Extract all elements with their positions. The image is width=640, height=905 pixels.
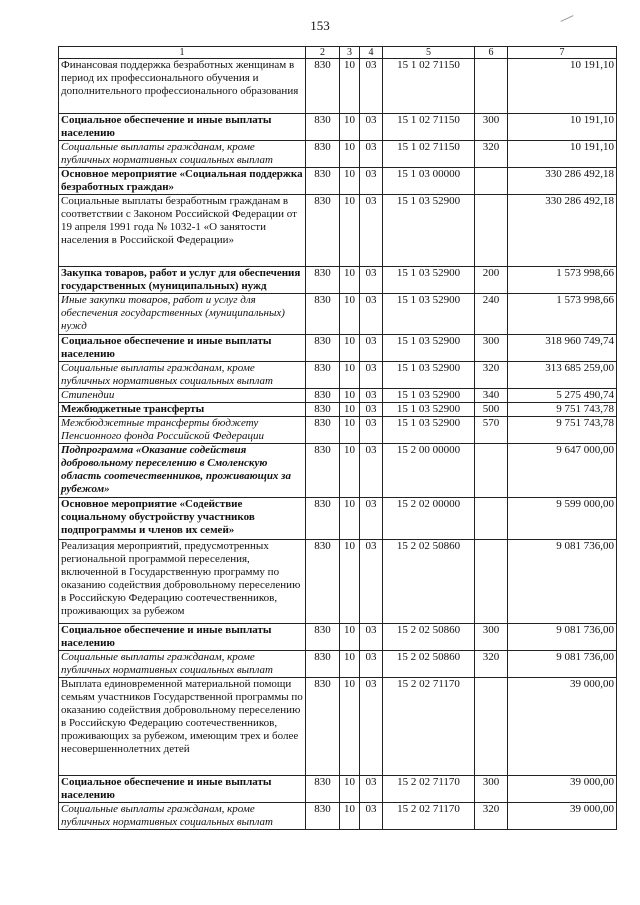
code-cell: 03 [360,403,383,417]
page-number: 153 [310,18,330,33]
code-cell: 15 1 03 52900 [383,389,475,403]
amount-cell: 39 000,00 [508,803,617,830]
amount-cell: 9 751 743,78 [508,417,617,444]
code-cell: 830 [306,624,340,651]
code-cell: 10 [340,803,360,830]
code-cell: 200 [475,267,508,294]
code-cell: 15 1 03 52900 [383,417,475,444]
code-cell: 320 [475,651,508,678]
code-cell: 830 [306,540,340,624]
code-cell: 830 [306,335,340,362]
code-cell: 15 1 02 71150 [383,114,475,141]
code-cell [475,678,508,776]
code-cell: 03 [360,294,383,335]
code-cell: 03 [360,417,383,444]
header-cell: 6 [475,47,508,59]
code-cell: 03 [360,195,383,267]
row-name: Социальное обеспечение и иные выплаты населению [59,114,306,141]
header-row [59,47,617,59]
code-cell: 15 1 03 52900 [383,294,475,335]
code-cell: 15 2 02 50860 [383,651,475,678]
code-cell: 830 [306,59,340,114]
code-cell: 15 1 02 71150 [383,141,475,168]
amount-cell: 9 081 736,00 [508,651,617,678]
code-cell [475,168,508,195]
table-row [59,803,617,830]
code-cell: 03 [360,141,383,168]
row-name: Социальные выплаты гражданам, кроме публичных нормативных социальных выплат [59,141,306,168]
code-cell [475,59,508,114]
code-cell: 10 [340,444,360,498]
code-cell: 15 2 02 50860 [383,540,475,624]
row-name: Основное мероприятие «Социальная поддержка безработных граждан» [59,168,306,195]
code-cell: 03 [360,168,383,195]
code-cell: 15 1 03 00000 [383,168,475,195]
header-cell: 7 [508,47,617,59]
row-name: Социальное обеспечение и иные выплаты населению [59,624,306,651]
amount-cell: 9 081 736,00 [508,624,617,651]
code-cell: 10 [340,403,360,417]
code-cell: 830 [306,267,340,294]
code-cell: 500 [475,403,508,417]
amount-cell: 9 647 000,00 [508,444,617,498]
budget-table [58,46,617,830]
header-cell: 2 [306,47,340,59]
header-cell: 1 [59,47,306,59]
code-cell: 15 2 02 50860 [383,624,475,651]
code-cell: 570 [475,417,508,444]
code-cell: 830 [306,195,340,267]
table-row [59,362,617,389]
code-cell: 830 [306,651,340,678]
code-cell: 03 [360,389,383,403]
row-name: Социальное обеспечение и иные выплаты населению [59,776,306,803]
table-row [59,540,617,624]
code-cell: 03 [360,651,383,678]
code-cell: 15 1 02 71150 [383,59,475,114]
code-cell: 320 [475,362,508,389]
amount-cell: 10 191,10 [508,141,617,168]
code-cell: 830 [306,168,340,195]
code-cell: 15 2 00 00000 [383,444,475,498]
row-name: Социальное обеспечение и иные выплаты населению [59,335,306,362]
amount-cell: 39 000,00 [508,776,617,803]
code-cell: 10 [340,141,360,168]
code-cell [475,195,508,267]
row-name: Межбюджетные трансферты [59,403,306,417]
code-cell: 240 [475,294,508,335]
table-row [59,444,617,498]
code-cell: 830 [306,362,340,389]
code-cell: 10 [340,362,360,389]
amount-cell: 10 191,10 [508,59,617,114]
code-cell: 10 [340,624,360,651]
table-row [59,651,617,678]
table-row [59,168,617,195]
row-name: Выплата единовременной материальной помощи семьям участников Государственной программы по оказанию содействия добровольному переселению в Российскую Федерацию соотечественников, проживающих за рубежом, имеющим трех и более несовершеннолетних детей [59,678,306,776]
header-cell: 3 [340,47,360,59]
amount-cell: 318 960 749,74 [508,335,617,362]
code-cell: 10 [340,114,360,141]
code-cell: 15 1 03 52900 [383,267,475,294]
table-row [59,776,617,803]
code-cell [475,540,508,624]
row-name: Закупка товаров, работ и услуг для обеспечения государственных (муниципальных) нужд [59,267,306,294]
code-cell: 15 2 02 71170 [383,776,475,803]
table-row [59,114,617,141]
code-cell: 340 [475,389,508,403]
code-cell: 830 [306,776,340,803]
table-row [59,403,617,417]
code-cell: 830 [306,498,340,540]
row-name: Социальные выплаты безработным гражданам в соответствии с Законом Российской Федерации от 19 апреля 1991 года № 1032-1 «О занятости населения в Российской Федерации» [59,195,306,267]
code-cell: 320 [475,141,508,168]
code-cell: 830 [306,803,340,830]
table-row [59,389,617,403]
table-row [59,195,617,267]
code-cell [475,498,508,540]
code-cell: 830 [306,678,340,776]
code-cell: 830 [306,444,340,498]
amount-cell: 330 286 492,18 [508,195,617,267]
code-cell: 03 [360,803,383,830]
row-name: Социальные выплаты гражданам, кроме публичных нормативных социальных выплат [59,362,306,389]
code-cell: 03 [360,776,383,803]
code-cell: 15 1 03 52900 [383,362,475,389]
amount-cell: 39 000,00 [508,678,617,776]
code-cell: 15 2 02 00000 [383,498,475,540]
code-cell: 300 [475,624,508,651]
code-cell: 830 [306,417,340,444]
table-row [59,498,617,540]
header-cell: 5 [383,47,475,59]
table-row [59,678,617,776]
row-name: Подпрограмма «Оказание содействия добровольному переселению в Смоленскую область соотечественников, проживающих за рубежом» [59,444,306,498]
code-cell: 830 [306,114,340,141]
code-cell: 10 [340,540,360,624]
code-cell: 03 [360,335,383,362]
code-cell: 03 [360,498,383,540]
code-cell: 03 [360,540,383,624]
code-cell: 03 [360,624,383,651]
code-cell [475,444,508,498]
code-cell: 320 [475,803,508,830]
row-name: Межбюджетные трансферты бюджету Пенсионного фонда Российской Федерации [59,417,306,444]
code-cell: 300 [475,114,508,141]
row-name: Социальные выплаты гражданам, кроме публичных нормативных социальных выплат [59,651,306,678]
row-name: Иные закупки товаров, работ и услуг для обеспечения государственных (муниципальных) нужд [59,294,306,335]
code-cell: 830 [306,294,340,335]
code-cell: 10 [340,651,360,678]
row-name: Стипендии [59,389,306,403]
table-row [59,624,617,651]
code-cell: 10 [340,678,360,776]
row-name: Финансовая поддержка безработных женщинам в период их профессионального обучения и дополнительного профессионального образования [59,59,306,114]
code-cell: 10 [340,294,360,335]
code-cell: 03 [360,444,383,498]
code-cell: 15 1 03 52900 [383,195,475,267]
code-cell: 10 [340,195,360,267]
code-cell: 03 [360,114,383,141]
amount-cell: 9 751 743,78 [508,403,617,417]
amount-cell: 5 275 490,74 [508,389,617,403]
amount-cell: 9 599 000,00 [508,498,617,540]
table-row [59,267,617,294]
code-cell: 10 [340,168,360,195]
code-cell: 03 [360,362,383,389]
code-cell: 300 [475,776,508,803]
amount-cell: 330 286 492,18 [508,168,617,195]
amount-cell: 313 685 259,00 [508,362,617,389]
amount-cell: 9 081 736,00 [508,540,617,624]
code-cell: 15 1 03 52900 [383,403,475,417]
code-cell: 15 2 02 71170 [383,803,475,830]
row-name: Основное мероприятие «Содействие социальному обустройству участников подпрограммы и членов их семей» [59,498,306,540]
code-cell: 10 [340,389,360,403]
table-row [59,417,617,444]
table-row [59,59,617,114]
code-cell: 10 [340,417,360,444]
code-cell: 830 [306,403,340,417]
row-name: Социальные выплаты гражданам, кроме публичных нормативных социальных выплат [59,803,306,830]
code-cell: 03 [360,678,383,776]
amount-cell: 10 191,10 [508,114,617,141]
table-row [59,294,617,335]
code-cell: 10 [340,498,360,540]
code-cell: 300 [475,335,508,362]
header-cell: 4 [360,47,383,59]
code-cell: 03 [360,267,383,294]
row-name: Реализация мероприятий, предусмотренных региональной программой переселения, включенной в Государственную программу по оказанию содействия добровольному переселению в Российскую Федерацию соотечественников, проживающих за рубежом [59,540,306,624]
code-cell: 830 [306,141,340,168]
code-cell: 15 2 02 71170 [383,678,475,776]
code-cell: 03 [360,59,383,114]
table-row [59,141,617,168]
code-cell: 10 [340,776,360,803]
code-cell: 15 1 03 52900 [383,335,475,362]
code-cell: 830 [306,389,340,403]
code-cell: 10 [340,335,360,362]
code-cell: 10 [340,267,360,294]
code-cell: 10 [340,59,360,114]
amount-cell: 1 573 998,66 [508,267,617,294]
table-row [59,335,617,362]
amount-cell: 1 573 998,66 [508,294,617,335]
